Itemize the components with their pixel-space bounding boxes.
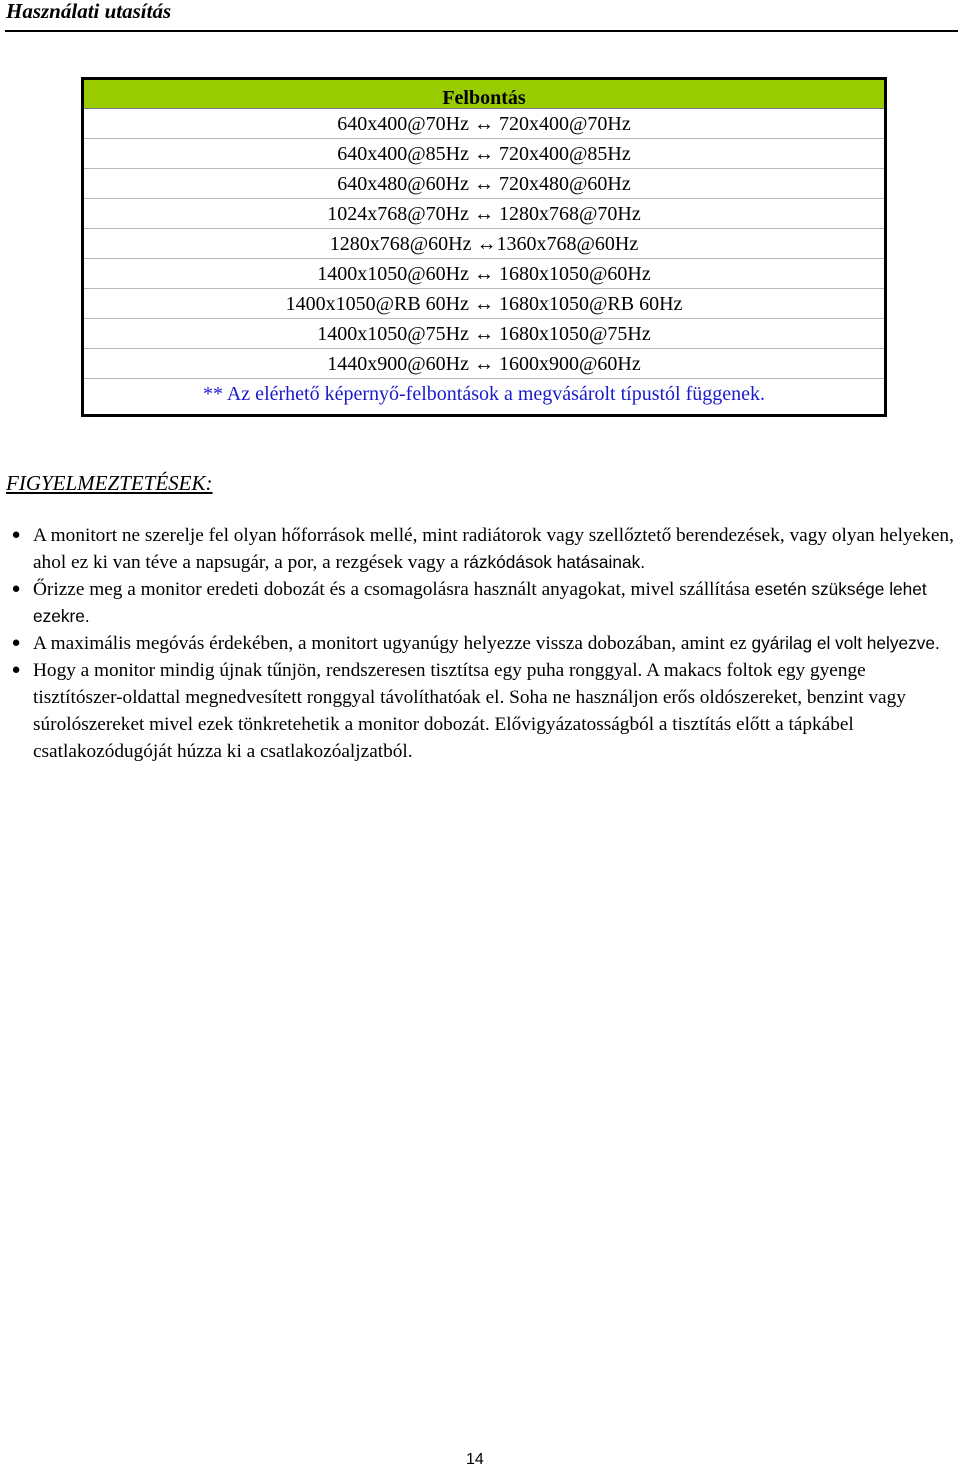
warning-text-sans: esetén szüksége lehet ezekre. [33, 579, 927, 626]
bullet-icon: ● [11, 527, 21, 543]
warning-text-sans: rázkódások hatásainak. [463, 552, 646, 572]
warning-item-cleaning [0, 657, 960, 765]
warnings-title: FIGYELMEZTETÉSEK: [6, 471, 213, 495]
bullet-icon: ● [11, 662, 21, 678]
resolution-row: 1440x900@60Hz ↔ 1600x900@60Hz [84, 349, 884, 379]
warning-text-sans: gyárilag el volt helyezve. [751, 633, 940, 653]
bullet-icon: ● [11, 581, 21, 597]
warning-text: A maximális megóvás érdekében, a monitort ugyanúgy helyezze vissza dobozában, amint ez [33, 633, 752, 654]
resolution-row: 1280x768@60Hz ↔1360x768@60Hz [84, 229, 884, 259]
resolution-row: 640x400@70Hz ↔ 720x400@70Hz [84, 109, 884, 139]
resolution-row: 640x480@60Hz ↔ 720x480@60Hz [84, 169, 884, 199]
warning-item-repack [0, 630, 960, 657]
resolution-availability-note: ** Az elérhető képernyő-felbontások a megvásárolt típustól függenek. [202, 383, 766, 405]
resolution-table [81, 77, 887, 417]
resolution-row: 1024x768@70Hz ↔ 1280x768@70Hz [84, 199, 884, 229]
resolution-table-heading: Felbontás [84, 80, 884, 109]
warnings-list [0, 522, 960, 765]
document-header-title: Használati utasítás [6, 0, 172, 23]
resolution-row: 1400x1050@60Hz ↔ 1680x1050@60Hz [84, 259, 884, 289]
warning-text: Őrizze meg a monitor eredeti dobozát és a csomagolásra használt anyagokat, mivel szállítása [33, 579, 755, 600]
bullet-icon: ● [11, 635, 21, 651]
resolution-row: 1400x1050@RB 60Hz ↔ 1680x1050@RB 60Hz [84, 289, 884, 319]
header-divider [5, 30, 958, 32]
warning-item-keep-box [0, 576, 960, 630]
resolution-row: 640x400@85Hz ↔ 720x400@85Hz [84, 139, 884, 169]
warning-item-heat-sources [0, 522, 960, 576]
warning-text: Hogy a monitor mindig újnak tűnjön, rendszeresen tisztítsa egy puha ronggyal. A makacs foltok egy gyenge tisztítószer-oldattal megnedvesített ronggyal távolíthatóak el. Soha ne használjon erős oldószereket, benzint vagy súrolószereket mivel ezek tönkretehetik a monitor dobozát. Elővigyázatosságból a tisztítás előtt a tápkábel csatlakozódugóját húzza ki a csatlakozóaljzatból. [33, 660, 906, 762]
warning-text: A monitort ne szerelje fel olyan hőforrások mellé, mint radiátorok vagy szellőztető berendezések, vagy olyan helyeken, ahol ez ki van téve a napsugár, a por, a rezgések vagy a [33, 525, 954, 573]
resolution-row: 1400x1050@75Hz ↔ 1680x1050@75Hz [84, 319, 884, 349]
page-number: 14 [466, 1451, 484, 1468]
